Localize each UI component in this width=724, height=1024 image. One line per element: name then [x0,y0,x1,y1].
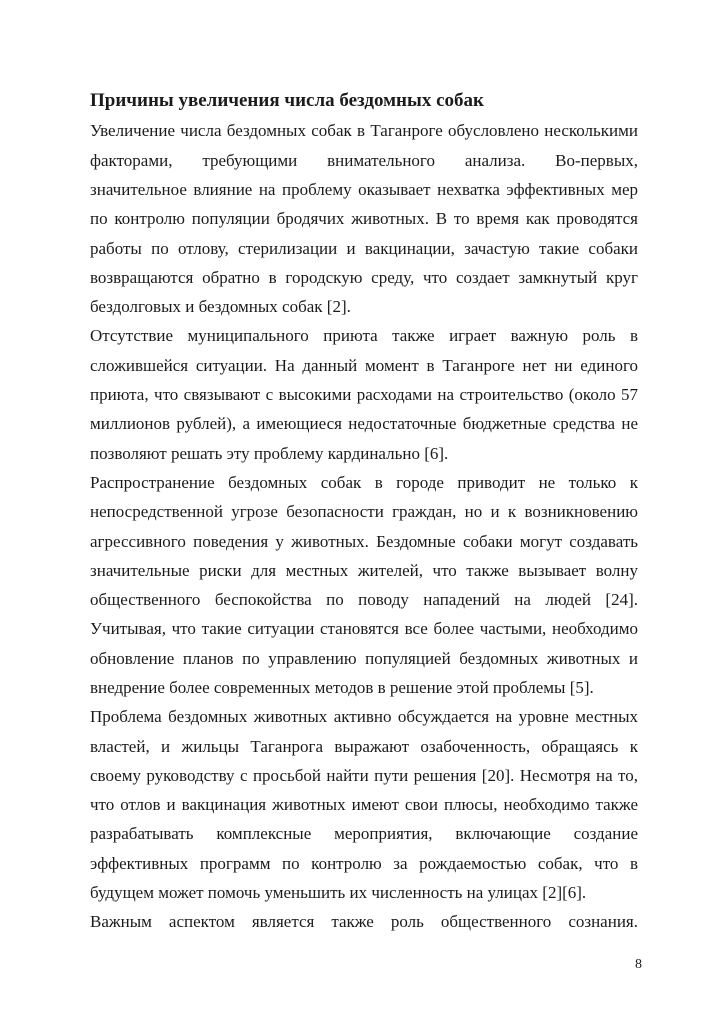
text-line: Увеличение числа бездомных собак в Таганроге обусловлено несколькими [90,121,638,140]
text-line: работы по отлову, стерилизации и вакцинации, зачастую такие собаки [90,239,638,258]
text-line: непосредственной угрозе безопасности граждан, но и к возникновению [90,502,638,521]
text-line: приюта, что связывают с высокими расходами на строительство (около 57 [90,385,638,404]
text-line: обновление планов по управлению популяцией бездомных животных и [90,649,638,668]
text-line: Учитывая, что такие ситуации становятся все более частыми, необходимо [90,619,638,638]
section-heading: Причины увеличения числа бездомных собак [90,90,484,111]
text-line: своему руководству с просьбой найти пути решения [20]. Несмотря на то, [90,766,638,785]
text-line: значительное влияние на проблему оказывает нехватка эффективных мер [90,180,638,199]
text-line: сложившейся ситуации. На данный момент в Таганроге нет ни единого [90,356,638,375]
text-line: разрабатывать комплексные мероприятия, включающие создание [90,824,638,843]
text-line: факторами, требующими внимательного анализа. Во-первых, [90,151,638,170]
text-line: Распространение бездомных собак в городе приводит не только к [90,473,638,492]
text-line: властей, и жильцы Таганрога выражают озабоченность, обращаясь к [90,737,638,756]
text-line: бездолговых и бездомных собак [2]. [90,297,351,316]
text-line: агрессивного поведения у животных. Бездомные собаки могут создавать [90,532,638,551]
text-line: миллионов рублей), а имеющиеся недостаточные бюджетные средства не [90,414,638,433]
text-line: Отсутствие муниципального приюта также играет важную роль в [90,326,638,345]
text-line: что отлов и вакцинация животных имеют свои плюсы, необходимо также [90,795,638,814]
page-number: 8 [635,957,642,972]
text-line: Проблема бездомных животных активно обсуждается на уровне местных [90,707,638,726]
text-line: возвращаются обратно в городскую среду, что создает замкнутый круг [90,268,638,287]
text-line: внедрение более современных методов в решение этой проблемы [5]. [90,678,594,697]
text-line: по контролю популяции бродячих животных. В то время как проводятся [90,209,638,228]
text-line: общественного беспокойства по поводу нападений на людей [24]. [90,590,638,609]
text-line: будущем может помочь уменьшить их численность на улицах [2][6]. [90,883,587,902]
text-line: Важным аспектом является также роль общественного сознания. [90,912,638,931]
text-line: эффективных программ по контролю за рождаемостью собак, что в [90,854,638,873]
text-line: значительные риски для местных жителей, что также вызывает волну [90,561,638,580]
text-line: позволяют решать эту проблему кардинально [6]. [90,444,449,463]
